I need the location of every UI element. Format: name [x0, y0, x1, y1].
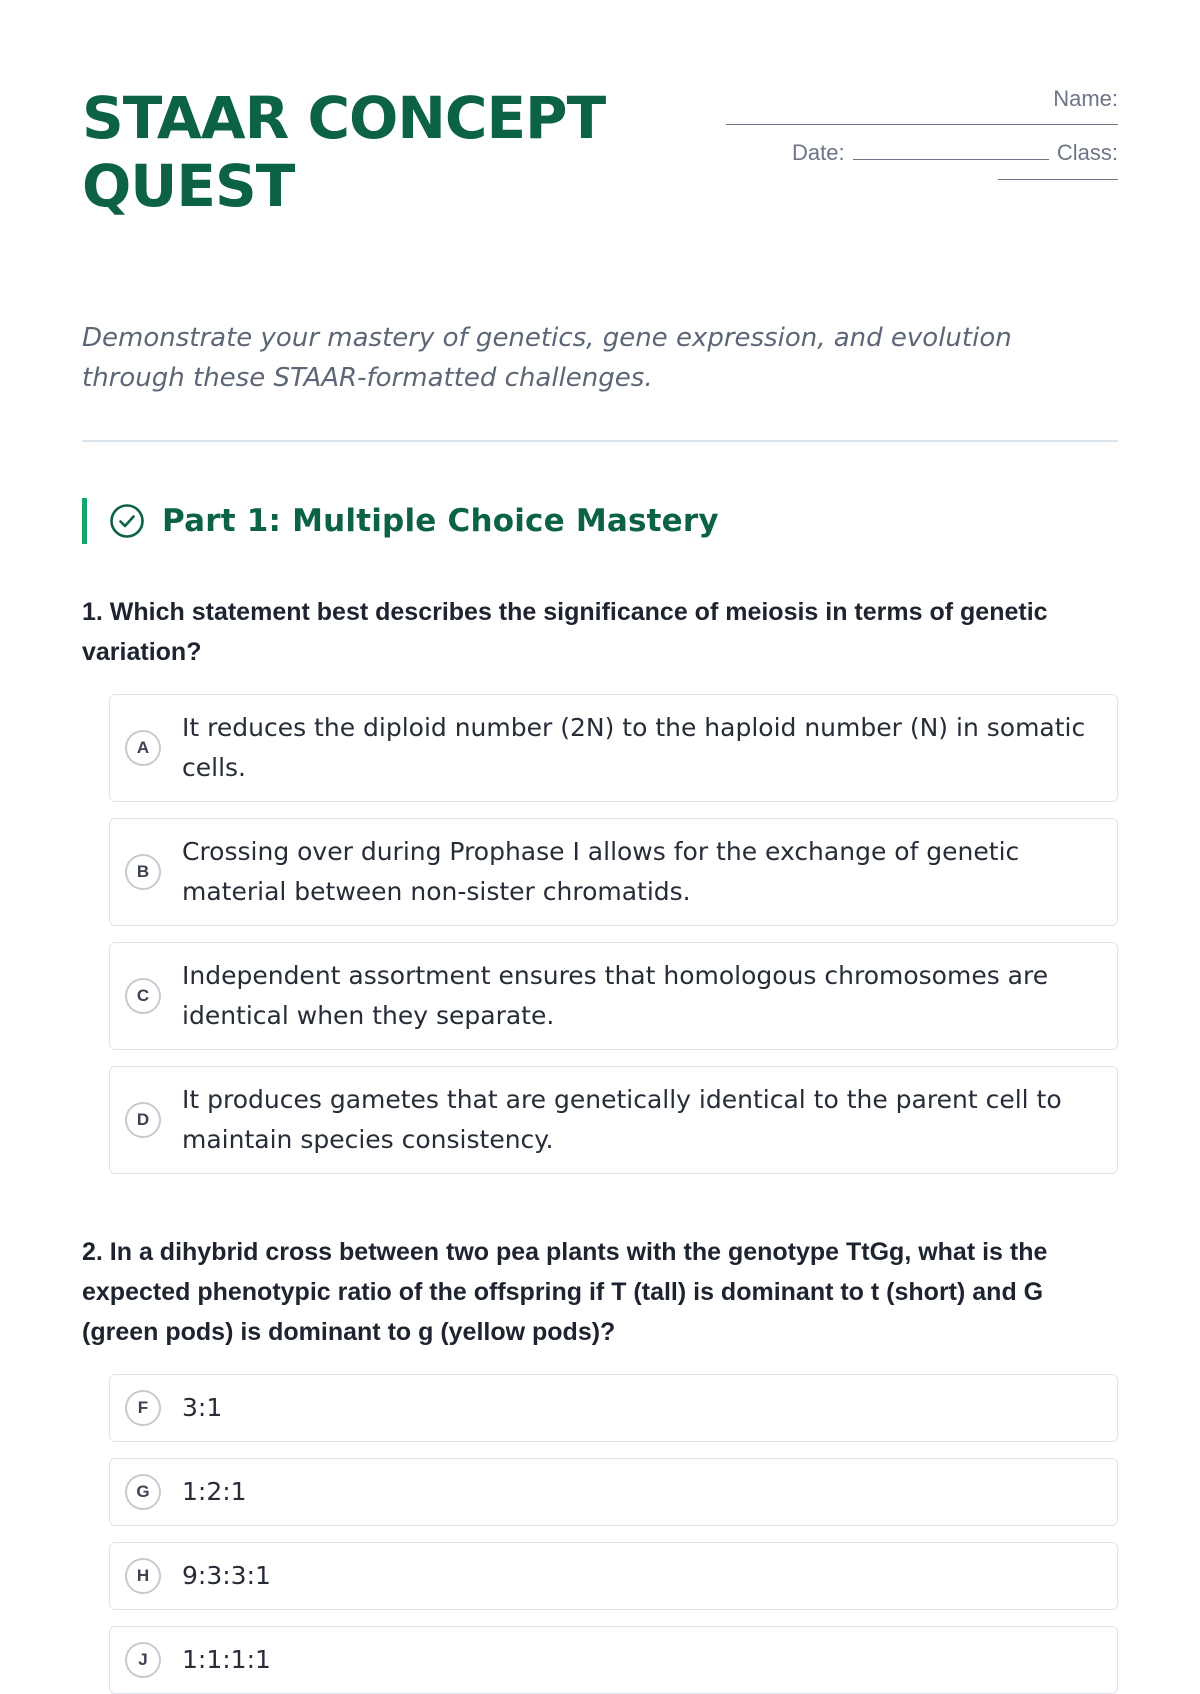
option-letter: B — [125, 854, 161, 890]
class-blank — [998, 179, 1118, 180]
option-letter: J — [125, 1642, 161, 1678]
header-divider — [82, 440, 1118, 442]
worksheet-title: STAAR CONCEPT QUEST — [82, 84, 606, 220]
section-title: Part 1: Multiple Choice Mastery — [162, 503, 719, 539]
option-text: 1:1:1:1 — [182, 1645, 271, 1674]
question-2: 2. In a dihybrid cross between two pea plants with the genotype TtGg, what is the expected phenotypic ratio of the offspring if T (tall) is dominant to t (short) and G (green pods) is dominant to g (yellow pods)? — [82, 1238, 1048, 1346]
option-letter: D — [125, 1102, 161, 1138]
name-row — [698, 84, 1118, 124]
option-text: It reduces the diploid number (2N) to the haploid number (N) in somatic cells. — [182, 713, 1086, 782]
option-letter: G — [125, 1474, 161, 1510]
name-label: Name: — [1053, 86, 1118, 111]
option-text: 9:3:3:1 — [182, 1561, 271, 1590]
intro-text: Demonstrate your mastery of genetics, gene expression, and evolution through these STAAR-formatted challenges. — [82, 323, 1012, 393]
class-label: Class: — [1056, 140, 1118, 165]
date-class-row — [698, 138, 1118, 168]
question-1-options — [109, 694, 1118, 1174]
option-letter: C — [125, 978, 161, 1014]
answer-option-b[interactable] — [109, 818, 1118, 926]
option-text: 3:1 — [182, 1393, 223, 1422]
section-heading — [82, 498, 1118, 544]
option-letter: F — [125, 1390, 161, 1426]
check-circle-icon — [109, 503, 145, 539]
option-text: Independent assortment ensures that homologous chromosomes are identical when they separate. — [182, 961, 1049, 1030]
option-letter: A — [125, 730, 161, 766]
student-info — [698, 84, 1118, 180]
name-blank — [726, 124, 1118, 125]
option-text: 1:2:1 — [182, 1477, 247, 1506]
answer-option-g[interactable] — [109, 1458, 1118, 1526]
worksheet-header — [82, 84, 1118, 234]
answer-option-d[interactable] — [109, 1066, 1118, 1174]
answer-option-a[interactable] — [109, 694, 1118, 802]
date-label: Date: — [792, 140, 845, 165]
answer-option-f[interactable] — [109, 1374, 1118, 1442]
question-2-options — [109, 1374, 1118, 1694]
option-text: Crossing over during Prophase I allows for the exchange of genetic material between non-sister chromatids. — [182, 837, 1020, 906]
option-letter: H — [125, 1558, 161, 1594]
answer-option-c[interactable] — [109, 942, 1118, 1050]
option-text: It produces gametes that are genetically identical to the parent cell to maintain species consistency. — [182, 1085, 1062, 1154]
answer-option-j[interactable] — [109, 1626, 1118, 1694]
question-1: 1. Which statement best describes the significance of meiosis in terms of genetic variation? — [82, 598, 1048, 666]
date-blank — [853, 139, 1049, 160]
